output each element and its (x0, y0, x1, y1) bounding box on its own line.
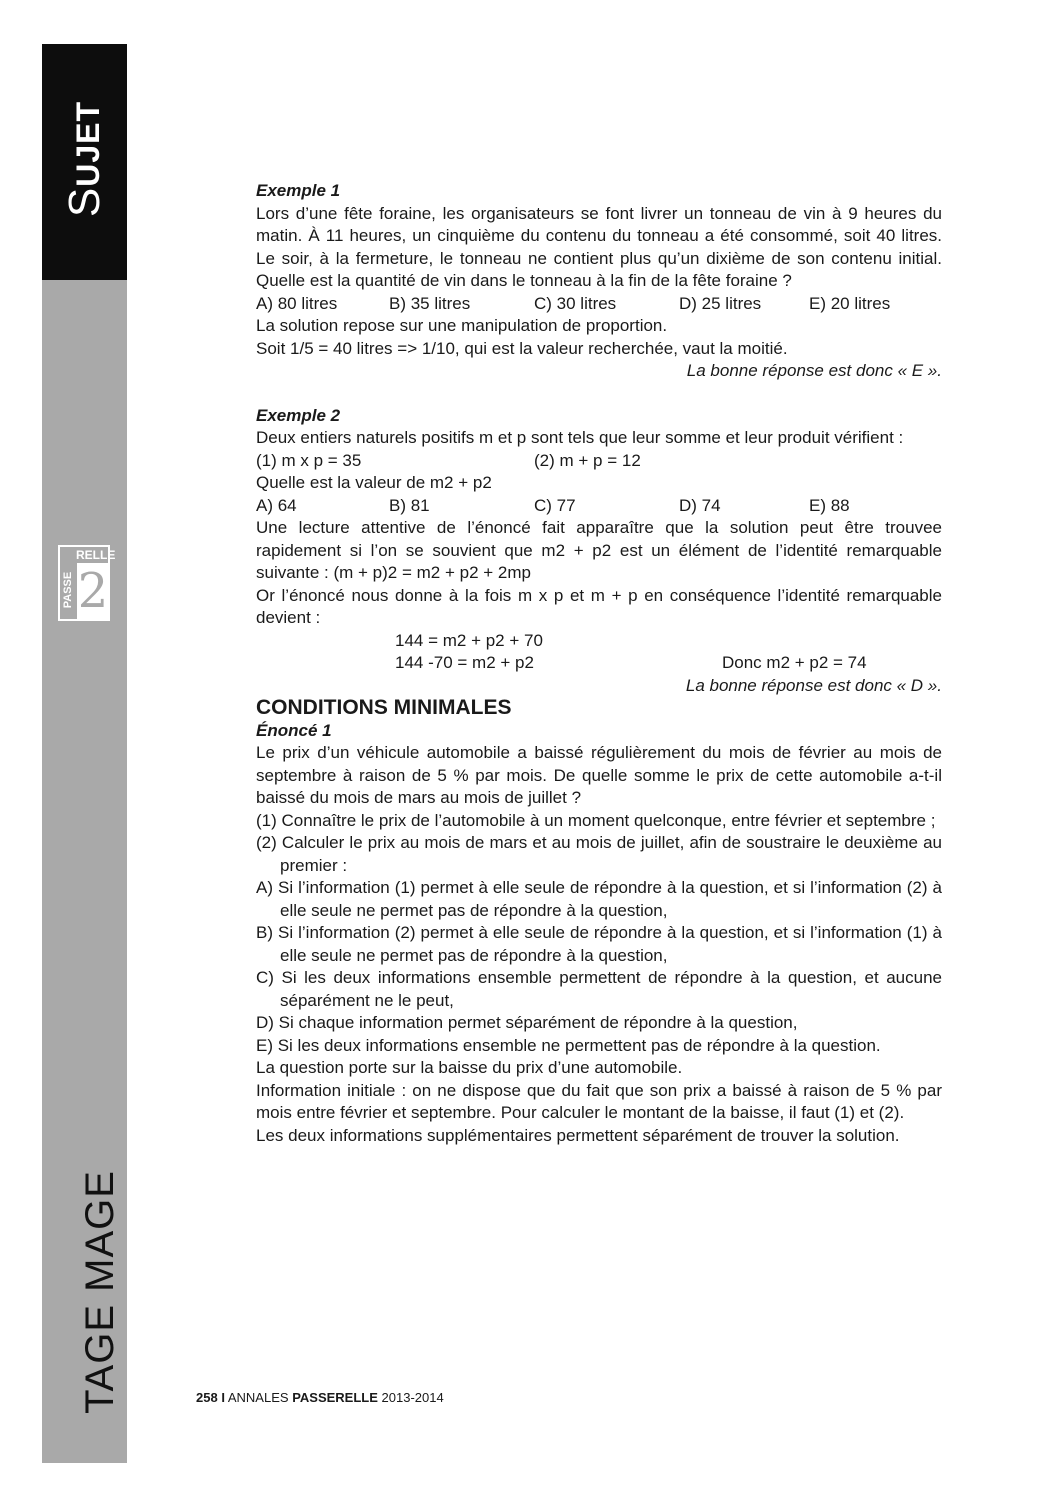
answer-choice: B) Si l’information (2) permet à elle seule de répondre à la question, et si l’information (1) à elle seule ne permet pas de répondre à la question, (256, 923, 942, 965)
passerelle-2-logo: RELLE PASSE 2 (58, 545, 110, 621)
option: E) 20 litres (809, 293, 891, 313)
solution-paragraph: Information initiale : on ne dispose que du fait que son prix a baissé à raison de 5 % par mois entre février et septembre. Pour calculer le montant de la baisse, il faut (1) et (2). (256, 1080, 942, 1122)
option: A) 64 (256, 495, 297, 515)
option: C) 77 (534, 495, 576, 515)
section-title: CONDITIONS MINIMALES (256, 696, 512, 719)
example1-answer: La bonne réponse est donc « E ». (686, 361, 942, 380)
sidebar-sujet-label: SUJET (60, 100, 109, 218)
page-number: 258 (196, 1390, 218, 1405)
option: B) 35 litres (389, 293, 471, 313)
option: B) 81 (389, 495, 430, 515)
solution-paragraph: Les deux informations supplémentaires permettent séparément de trouver la solution. (256, 1125, 900, 1145)
equation: Donc m2 + p2 = 74 (722, 653, 867, 672)
equation: 144 -70 = m2 + p2 (395, 653, 534, 672)
page-footer: 258 I ANNALES PASSERELLE 2013-2014 (196, 1390, 444, 1405)
option: A) 80 litres (256, 293, 338, 313)
example1-title: Exemple 1 (256, 181, 341, 200)
option: E) 88 (809, 495, 850, 515)
option: C) 30 litres (534, 293, 617, 313)
information-item: (1) Connaître le prix de l’automobile à un moment quelconque, entre février et septembre ; (256, 810, 936, 830)
example1-text: Lors d’une fête foraine, les organisateurs se font livrer un tonneau de vin à 9 heures du matin. À 11 heures, un cinquième du contenu du tonneau a été consommé, soit 40 litres. Le soir, à la fermeture, le tonneau ne contient plus qu’un dixième de son contenu initial. Quelle est la quantité de vin dans le tonneau à la fin de la fête foraine ? (256, 203, 942, 290)
option: D) 74 (679, 495, 721, 515)
example2-title: Exemple 2 (256, 405, 341, 425)
example2-answer: La bonne réponse est donc « D ». (685, 675, 942, 695)
example2-conditions (256, 450, 942, 473)
example2-question: Quelle est la valeur de m2 + p2 (256, 473, 492, 492)
answer-choice: C) Si les deux informations ensemble permettent de répondre à la question, et aucune séparément ne le peut, (256, 968, 942, 1010)
condition: (2) m + p = 12 (534, 450, 641, 470)
example2-explanation: Une lecture attentive de l’énoncé fait apparaître que la solution peut être trouvee rapidement si l’on se souvient que m2 + p2 est un élément de l’identité remarquable suivante : (m + p)2 = m2 + p2 + 2mp (256, 518, 942, 582)
solution-paragraph: La question porte sur la baisse du prix d’une automobile. (256, 1058, 683, 1077)
enonce-text: Le prix d’un véhicule automobile a baissé régulièrement du mois de février au mois de septembre à raison de 5 % par mois. De quelle somme le prix de cette automobile a-t-il baissé du mois de mars au mois de juillet ? (256, 743, 942, 807)
example2-text: Deux entiers naturels positifs m et p sont tels que leur somme et leur produit vérifient : (256, 428, 904, 447)
equation: 144 = m2 + p2 + 70 (395, 630, 543, 650)
equation-row (256, 652, 942, 675)
information-item: (2) Calculer le prix au mois de mars et au mois de juillet, afin de soustraire le deuxième au premier : (256, 833, 942, 875)
example2-explanation: Or l’énoncé nous donne à la fois m x p et m + p en conséquence l’identité remarquable devient : (256, 585, 942, 627)
sidebar-tage-mage-label: TAGE MAGE (78, 1170, 122, 1414)
example1-options (256, 293, 942, 316)
answer-choice: A) Si l’information (1) permet à elle seule de répondre à la question, et si l’information (2) à elle seule ne permet pas de répondre à la question, (256, 878, 942, 920)
example1-explanation: La solution repose sur une manipulation de proportion. (256, 316, 668, 335)
page-content (256, 180, 942, 1147)
answer-choice: E) Si les deux informations ensemble ne permettent pas de répondre à la question. (256, 1035, 881, 1055)
condition: (1) m x p = 35 (256, 450, 362, 470)
enonce-title: Énoncé 1 (256, 720, 332, 740)
example2-options (256, 495, 942, 518)
answer-choice: D) Si chaque information permet séparément de répondre à la question, (256, 1013, 798, 1032)
equation-row (256, 630, 942, 653)
option: D) 25 litres (679, 293, 762, 313)
example1-explanation: Soit 1/5 = 40 litres => 1/10, qui est la valeur recherchée, vaut la moitié. (256, 338, 788, 358)
